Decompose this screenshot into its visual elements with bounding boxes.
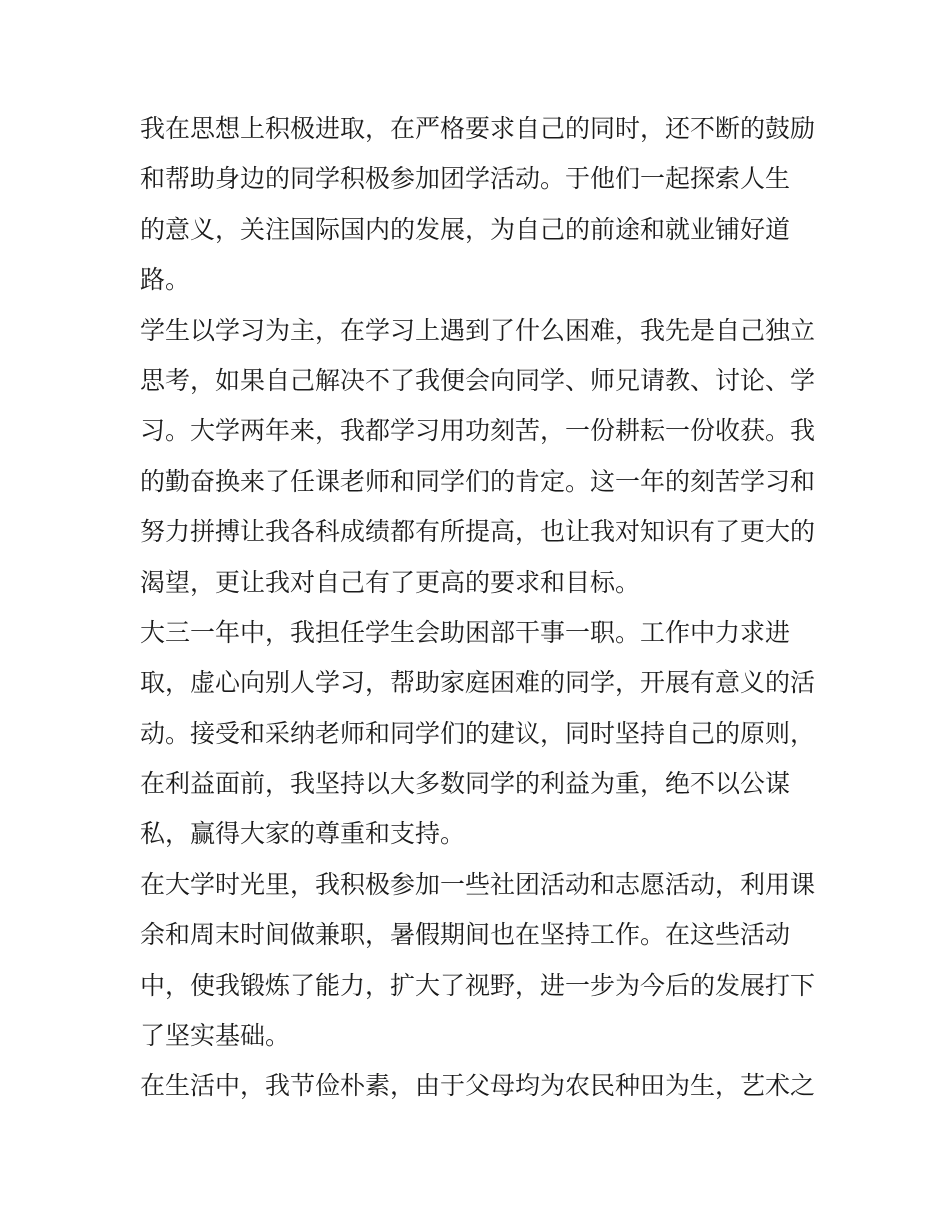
text-line: 在生活中，我节俭朴素，由于父母均为农民种田为生，艺术之 (140, 1071, 816, 1101)
text-line: 和帮助身边的同学积极参加团学活动。于他们一起探索人生 (140, 164, 791, 194)
text-line: 思考，如果自己解决不了我便会向同学、师兄请教、讨论、学 (140, 365, 816, 395)
text-line: 我在思想上积极进取，在严格要求自己的同时，还不断的鼓励 (140, 114, 816, 143)
text-line: 在利益面前，我坚持以大多数同学的利益为重，绝不以公谋 (140, 769, 791, 799)
text-line: 中，使我锻炼了能力，扩大了视野，进一步为今后的发展打下 (140, 970, 816, 1000)
text-line: 努力拼搏让我各科成绩都有所提高，也让我对知识有了更大的 (140, 517, 816, 547)
text-line: 学生以学习为主，在学习上遇到了什么困难，我先是自己独立 (140, 315, 816, 345)
document-body (140, 104, 820, 1112)
text-line: 取，虚心向别人学习，帮助家庭困难的同学，开展有意义的活 (140, 668, 816, 698)
text-line: 余和周末时间做兼职，暑假期间也在坚持工作。在这些活动 (140, 920, 791, 950)
text-line: 路。 (140, 265, 191, 295)
text-line: 渴望，更让我对自己有了更高的要求和目标。 (140, 567, 641, 597)
text-line: 私，赢得大家的尊重和支持。 (140, 819, 466, 849)
text-line: 的勤奋换来了任课老师和同学们的肯定。这一年的刻苦学习和 (140, 466, 816, 496)
text-line: 在大学时光里，我积极参加一些社团活动和志愿活动，利用课 (140, 869, 816, 899)
text-line: 习。大学两年来，我都学习用功刻苦，一份耕耘一份收获。我 (140, 416, 816, 446)
text-line: 的意义，关注国际国内的发展，为自己的前途和就业铺好道 (140, 214, 791, 244)
text-line: 动。接受和采纳老师和同学们的建议，同时坚持自己的原则， (140, 718, 816, 748)
text-line: 了坚实基础。 (140, 1021, 291, 1051)
text-line: 大三一年中，我担任学生会助困部干事一职。工作中力求进 (140, 617, 791, 647)
